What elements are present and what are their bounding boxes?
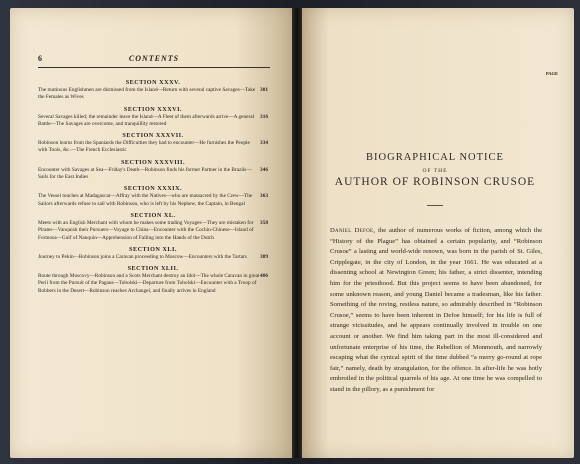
notice-title: BIOGRAPHICAL NOTICE — [366, 152, 504, 163]
section-heading: SECTION XL. — [130, 211, 176, 219]
notice-title-of: OF THE — [422, 168, 448, 174]
page-number: 6 — [38, 54, 42, 63]
entry-text: The mutinous Englishmen are dismissed from the Island—Return with several captive Savages—Take the Females as Wives — [38, 87, 256, 101]
entry-page-number: 406 — [260, 273, 268, 280]
entry-page-number: 316 — [260, 113, 268, 120]
header-rule — [38, 67, 270, 68]
contents-entry — [38, 140, 268, 155]
contents-entry — [38, 167, 268, 182]
title-rule — [427, 205, 443, 206]
book-gutter — [292, 8, 302, 458]
entry-text: Encounter with Savages at Sea—Friday's Death—Robinson finds his former Partner in the Brazils—Sails for the East Indies — [38, 166, 252, 181]
contents-entry — [38, 114, 268, 129]
entry-page-number: 301 — [260, 87, 268, 93]
contents-entry — [38, 254, 268, 261]
page-column-label: PAGE — [545, 71, 558, 76]
section-heading: SECTION XXXVIII. — [120, 158, 186, 166]
notice-subject: AUTHOR OF ROBINSON CRUSOE — [334, 176, 536, 188]
running-title: CONTENTS — [128, 54, 180, 63]
section-heading: SECTION XXXVI. — [123, 105, 183, 113]
contents-list — [38, 75, 268, 295]
contents-entry — [38, 273, 268, 295]
lead-word: Daniel Defoe, — [330, 227, 376, 234]
entry-page-number: 334 — [260, 140, 268, 147]
entry-page-number: 358 — [260, 219, 268, 226]
section-heading: SECTION XXXIX. — [123, 185, 183, 193]
section-heading: SECTION XXXV. — [125, 79, 181, 86]
entry-page-number: 363 — [260, 193, 268, 200]
entry-text: Robinson learns from the Spaniards the Difficulties they had to encounter—He furnishes the People with Tools, &c.—The French Ecclesiastic — [38, 140, 250, 154]
entry-text: Route through Muscovy—Robinson and a Scots Merchant destroy an Idol—The whole Caravan in great Peril from the Pursuit of the Pagans—Tobolski—Departure from Tobolski—Encounter with a Troop of Robbers in the Desert—Robinson reaches Archangel, and finally arrives in England — [38, 273, 260, 294]
entry-text: Meets with an English Merchant with whom he makes some trading Voyages—They are mistaken for Pirates—Vanquish their Pursuers—Voyage to China—Encounter with the Cochin-Chinese—Island of Formosa—Gulf of Nanquin—Apprehension of Falling into the Hands of the Dutch — [38, 219, 254, 241]
entry-text: Several Savages killed; the remainder leave the Island—A Fleet of them afterwards arrive—A general Battle—The Savages are overcome, and tranquillity restored — [38, 113, 255, 127]
body-paragraph: the author of numerous works of fiction, among which the “History of the Plague” has obtained a certain popularity, and “Robinson Crusoe” a lasting and world-wide renown, was born in the parish of St. Giles, Cripplegate, in the city of London, in the year 1661. He was educated at a dissenting school at Newington Green; his father, a strict dissenter, intending him for the priesthood. But this project seems to have been abandoned, for some unknown reason, and young Daniel became a tradesman, like his father. Something of the roving, restless nature, so admirably described in “Robinson Crusoe,” seems to have been inherent in Defoe himself; for his life is full of strange vicissitudes, and he appears continually involved in trouble on one account or another. We find him taking part in the most ill-considered and unfortunate enterprise of his time, the Rebellion of Monmouth, and narrowly escaping what the cynical spirit of the time dubbed “a merry go-round at rope fair,” namely, death by strangulation, for the offence. In after-life he was hotly embroiled in the political quarrels of his age. At one time he was compelled to stand in the pillory, as a punishment for — [330, 227, 543, 393]
entry-page-number: 346 — [260, 166, 268, 173]
section-heading: SECTION XLII. — [127, 265, 179, 273]
contents-entry — [38, 193, 268, 208]
contents-entry — [38, 220, 268, 242]
left-page-header — [38, 54, 270, 66]
contents-entry — [38, 87, 268, 102]
entry-page-number: 389 — [260, 253, 268, 260]
entry-text: The Vessel touches at Madagascar—Affray with the Natives—who are massacred by the Crew—The Sailors afterwards refuse to sail with Robinson, who is left by his Nephew, the Captain, in Bengal — [38, 193, 253, 207]
section-heading: SECTION XXXVII. — [122, 132, 184, 140]
section-heading: SECTION XLI. — [129, 245, 177, 253]
notice-body — [330, 226, 542, 396]
entry-text: Journey to Pekin—Robinson joins a Caravan proceeding to Moscow—Encounters with the Tartars — [38, 253, 247, 260]
